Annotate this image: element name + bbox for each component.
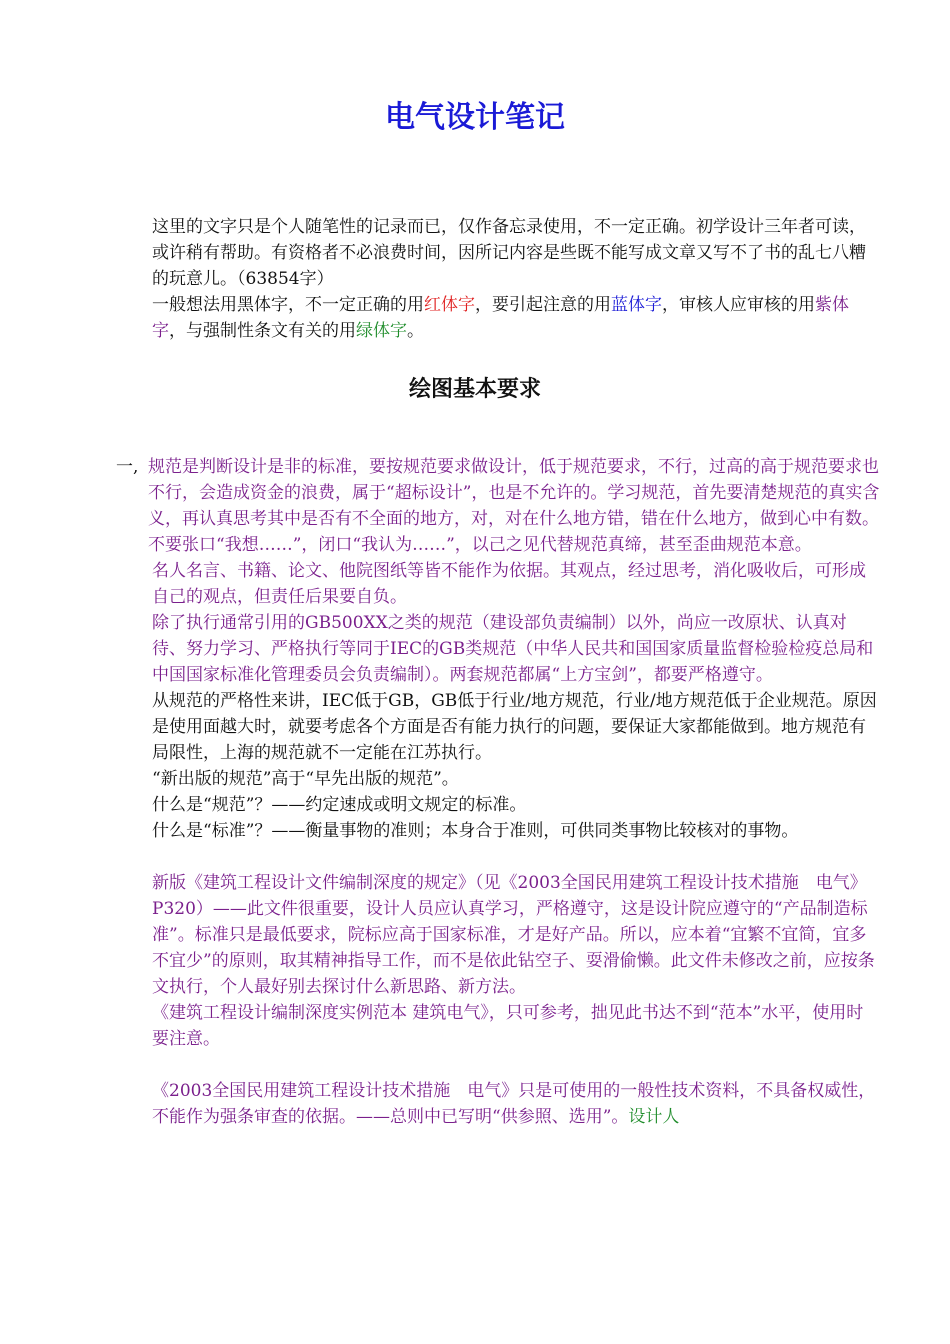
paragraph-8: 新版《建筑工程设计文件编制深度的规定》（见《2003全国民用建筑工程设计技术措施 电气》P320）——此文件很重要，设计人员应认真学习，严格遵守，这是设计院应遵守的“产品制造标准”。标准只是最低要求，院标应高于国家标准，才是好产品。所以，应本着“宜繁不宜简，宜多不宜少”的原则，取其精神指导工作，而不是依此钻空子、耍滑偷懒。此文件未修改之前，应按条文执行，个人最好别去探讨什么新思路、新方法。 bbox=[152, 873, 875, 997]
paragraph-9: 《建筑工程设计编制深度实例范本 建筑电气》，只可参考，拙见此书达不到“范本”水平，使用时要注意。 bbox=[152, 1003, 864, 1049]
intro-text-c: ，审核人应审核的用 bbox=[662, 295, 815, 315]
intro-paragraph-1: 这里的文字只是个人随笔性的记录而已，仅作备忘录使用，不一定正确。初学设计三年者可读，或许稍有帮助。有资格者不必浪费时间，因所记内容是些既不能写成文章又写不了书的乱七八糟的玩意儿。（63854字） bbox=[152, 217, 866, 289]
paragraph-5: “新出版的规范”高于“早先出版的规范”。 bbox=[152, 769, 459, 789]
intro-text-b: ，要引起注意的用 bbox=[475, 295, 611, 315]
legend-green-text: 绿体字 bbox=[356, 321, 407, 341]
section-title: 绘图基本要求 bbox=[408, 377, 541, 402]
intro-text-a: 一般想法用黑体字，不一定正确的用 bbox=[152, 295, 424, 315]
section-body bbox=[116, 454, 880, 1130]
item-number: 一, bbox=[116, 457, 139, 477]
paragraph-2: 名人名言、书籍、论文、他院图纸等皆不能作为依据。其观点，经过思考，消化吸收后，可形成自己的观点，但责任后果要自负。 bbox=[152, 561, 866, 607]
legend-blue-text: 蓝体字 bbox=[611, 295, 662, 315]
paragraph-6: 什么是“规范”？——约定速成或明文规定的标准。 bbox=[152, 795, 527, 815]
paragraph-10 bbox=[116, 1078, 880, 1130]
intro-section bbox=[152, 214, 880, 344]
paragraph-10-green-text: 设计人 bbox=[628, 1107, 680, 1127]
item-1-text: 规范是判断设计是非的标准，要按规范要求做设计，低于规范要求，不行，过高的高于规范要求也不行，会造成资金的浪费，属于“超标设计”，也是不允许的。学习规范，首先要清楚规范的真实含义，再认真思考其中是否有不全面的地方，对，对在什么地方错，错在什么地方，做到心中有数。不要张口“我想……”，闭口“我认为……”，以己之见代替规范真缔，甚至歪曲规范本意。 bbox=[148, 457, 880, 555]
paragraph-4: 从规范的严格性来讲，IEC低于GB，GB低于行业/地方规范，行业/地方规范低于企业规范。原因是使用面越大时，就要考虑各个方面是否有能力执行的问题，要保证大家都能做到。地方规范有局限性，上海的规范就不一定能在江苏执行。 bbox=[152, 691, 877, 763]
paragraph-7: 什么是“标准”？——衡量事物的准则；本身合于准则，可供同类事物比较核对的事物。 bbox=[152, 821, 799, 841]
paragraph-10-text: 《2003全国民用建筑工程设计技术措施 电气》只是可使用的一般性技术资料，不具备权威性，不能作为强条审查的依据。——总则中已写明“供参照、选用”。 bbox=[152, 1081, 876, 1127]
item-1-paragraph bbox=[116, 454, 880, 558]
legend-purple-text: 紫体字 bbox=[152, 295, 849, 341]
spacer bbox=[116, 844, 880, 870]
intro-text-d: ，与强制性条文有关的用 bbox=[169, 321, 356, 341]
intro-paragraph-2 bbox=[152, 292, 880, 344]
spacer bbox=[116, 1052, 880, 1078]
legend-red-text: 红体字 bbox=[424, 295, 475, 315]
document-title: 电气设计笔记 bbox=[385, 100, 565, 135]
paragraph-3: 除了执行通常引用的GB500XX之类的规范（建设部负责编制）以外，尚应一改原状、认真对待、努力学习、严格执行等同于IEC的GB类规范（中华人民共和国国家质量监督检验检疫总局和中国国家标准化管理委员会负责编制）。两套规范都属“上方宝剑”，都要严格遵守。 bbox=[152, 613, 874, 685]
intro-text-e: 。 bbox=[407, 321, 424, 341]
